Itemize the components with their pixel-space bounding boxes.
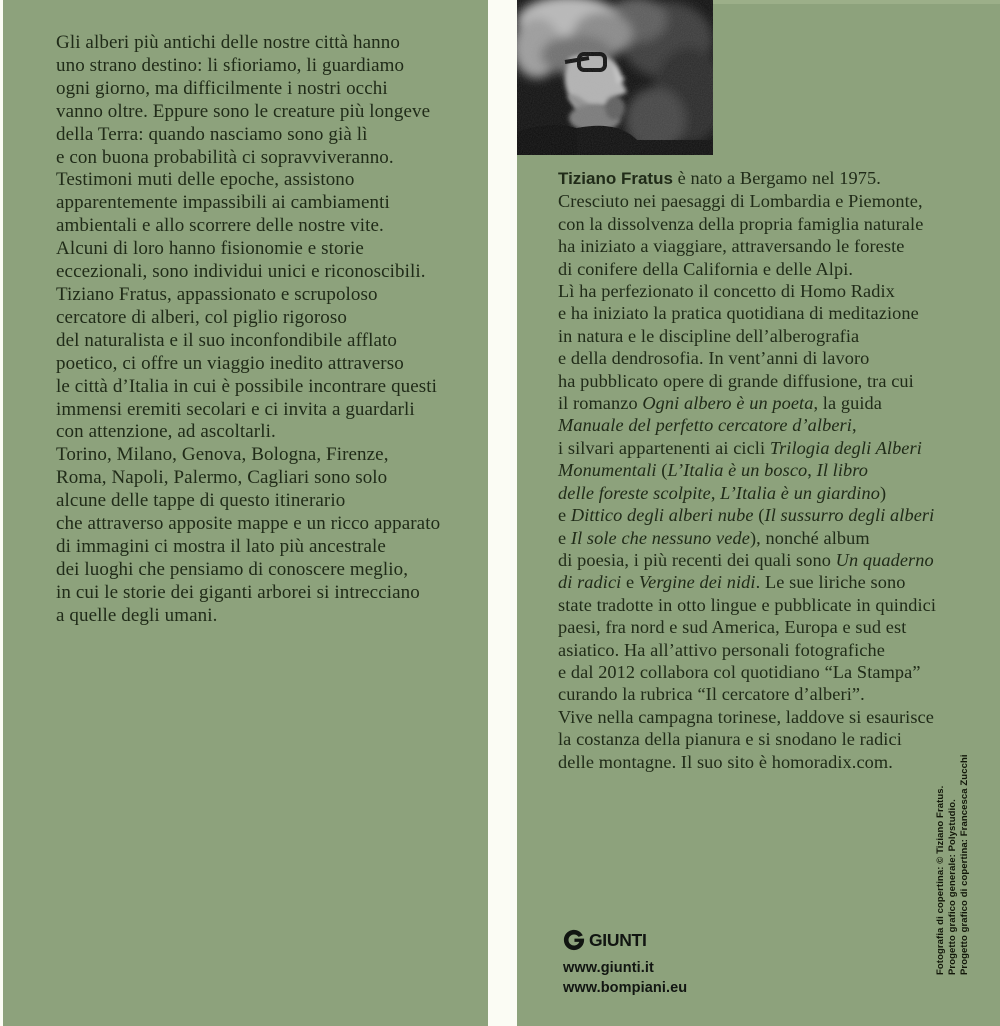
text-line: Tiziano Fratus è nato a Bergamo nel 1975. xyxy=(558,168,881,188)
text-line: della Terra: quando nasciamo sono già lì xyxy=(56,123,368,145)
website-bompiani: www.bompiani.eu xyxy=(563,979,688,996)
text-line: uno strano destino: li sfioriamo, li guardiamo xyxy=(56,54,405,76)
website-giunti: www.giunti.it xyxy=(563,960,654,976)
text-line: del naturalista e il suo inconfondibile afflato xyxy=(56,329,397,351)
text-line: cercatore di alberi, col piglio rigoroso xyxy=(56,306,348,328)
text-line: i silvari appartenenti ai cicli Trilogia degli Alberi xyxy=(558,437,922,458)
text-line: di immagini ci mostra il lato più ancestrale xyxy=(56,535,386,557)
text-line: poetico, ci offre un viaggio inedito attraverso xyxy=(56,352,404,374)
text-line: e Dittico degli alberi nube (Il sussurro degli alberi xyxy=(558,505,935,526)
text-line: a quelle degli umani. xyxy=(56,604,218,626)
text-line: Progetto grafico generale: Polystudio. xyxy=(947,799,959,975)
text-line: Monumentali (L’Italia è un bosco, Il libro xyxy=(558,460,869,481)
text-line: di radici e Vergine dei nidi. Le sue liriche sono xyxy=(558,572,906,593)
text-line: e Il sole che nessuno vede), nonché album xyxy=(558,527,870,548)
text-line: il romanzo Ogni albero è un poeta, la guida xyxy=(558,393,882,414)
publisher-block xyxy=(563,928,687,998)
text-line: apparentemente impassibili ai cambiamenti xyxy=(56,192,390,214)
text-line: Cresciuto nei paesaggi di Lombardia e Piemonte, xyxy=(558,191,923,212)
text-line: Roma, Napoli, Palermo, Cagliari sono solo xyxy=(56,467,388,489)
publisher-websites xyxy=(563,959,687,998)
text-line: di poesia, i più recenti dei quali sono Un quaderno xyxy=(558,549,934,570)
text-line: Gli alberi più antichi delle nostre città hanno xyxy=(56,32,400,53)
text-line: con attenzione, ad ascoltarli. xyxy=(56,421,276,443)
text-line: alcune delle tappe di questo itinerario xyxy=(56,490,346,512)
text-line: le città d’Italia in cui è possibile incontrare questi xyxy=(56,375,438,397)
text-line: ambientali e allo scorrere delle nostre vite. xyxy=(56,215,384,237)
text-line: che attraverso apposite mappe e un ricco apparato xyxy=(56,513,441,535)
giunti-logo xyxy=(563,928,687,952)
flap-panel xyxy=(517,0,1000,1026)
text-line: vanno oltre. Eppure sono le creature più longeve xyxy=(56,100,431,122)
text-line: eccezionali, sono individui unici e riconoscibili. xyxy=(56,261,426,283)
text-line: paesi, fra nord e sud America, Europa e sud est xyxy=(558,617,907,638)
publisher-wordmark: GIUNTI xyxy=(589,929,647,950)
text-line: Fotografia di copertina: © Tiziano Fratus. xyxy=(935,785,946,975)
back-cover-panel xyxy=(3,0,488,1026)
back-cover-text xyxy=(56,32,486,628)
giunti-g-icon xyxy=(563,929,585,951)
text-line: Torino, Milano, Genova, Bologna, Firenze, xyxy=(56,444,389,466)
credits-text xyxy=(935,754,972,975)
text-line: e con buona probabilità ci sopravviveranno. xyxy=(56,146,394,168)
text-line: Vive nella campagna torinese, laddove si esaurisce xyxy=(558,706,934,727)
text-line: ha pubblicato opere di grande diffusione, tra cui xyxy=(558,370,914,391)
text-line: in natura e le discipline dell’alberografia xyxy=(558,325,860,346)
text-line: asiatico. Ha all’attivo personali fotografiche xyxy=(558,639,885,660)
text-line: la costanza della pianura e si snodano le radici xyxy=(558,729,902,750)
text-line: di conifere della California e delle Alpi. xyxy=(558,258,854,279)
text-line: con la dissolvenza della propria famiglia naturale xyxy=(558,213,924,234)
text-line: dei luoghi che pensiamo di conoscere meglio, xyxy=(56,558,409,580)
text-line: delle montagne. Il suo sito è homoradix.com. xyxy=(558,751,893,772)
text-line: e ha iniziato la pratica quotidiana di meditazione xyxy=(558,303,919,324)
author-photo xyxy=(517,0,713,155)
author-bio-text xyxy=(558,167,993,773)
text-line: Testimoni muti delle epoche, assistono xyxy=(56,169,355,191)
text-line: Manuale del perfetto cercatore d’alberi, xyxy=(558,415,857,436)
text-line: state tradotte in otto lingue e pubblicate in quindici xyxy=(558,594,937,615)
text-line: Tiziano Fratus, appassionato e scrupoloso xyxy=(56,283,378,305)
text-line: Alcuni di loro hanno fisionomie e storie xyxy=(56,238,364,260)
text-line: ha iniziato a viaggiare, attraversando le foreste xyxy=(558,236,905,257)
text-line: Progetto grafico di copertina: Francesca Zucchi xyxy=(959,754,971,975)
text-line: Lì ha perfezionato il concetto di Homo Radix xyxy=(558,281,895,302)
text-line: e della dendrosofia. In vent’anni di lavoro xyxy=(558,348,870,369)
text-line: curando la rubrica “Il cercatore d’alberi”. xyxy=(558,684,865,705)
text-line: ogni giorno, ma difficilmente i nostri occhi xyxy=(56,77,388,99)
text-line: delle foreste scolpite, L’Italia è un giardino) xyxy=(558,482,887,503)
text-line: e dal 2012 collabora col quotidiano “La Stampa” xyxy=(558,661,921,682)
text-line: immensi eremiti secolari e ci invita a guardarli xyxy=(56,398,415,420)
text-line: in cui le storie dei giganti arborei si intrecciano xyxy=(56,581,420,603)
